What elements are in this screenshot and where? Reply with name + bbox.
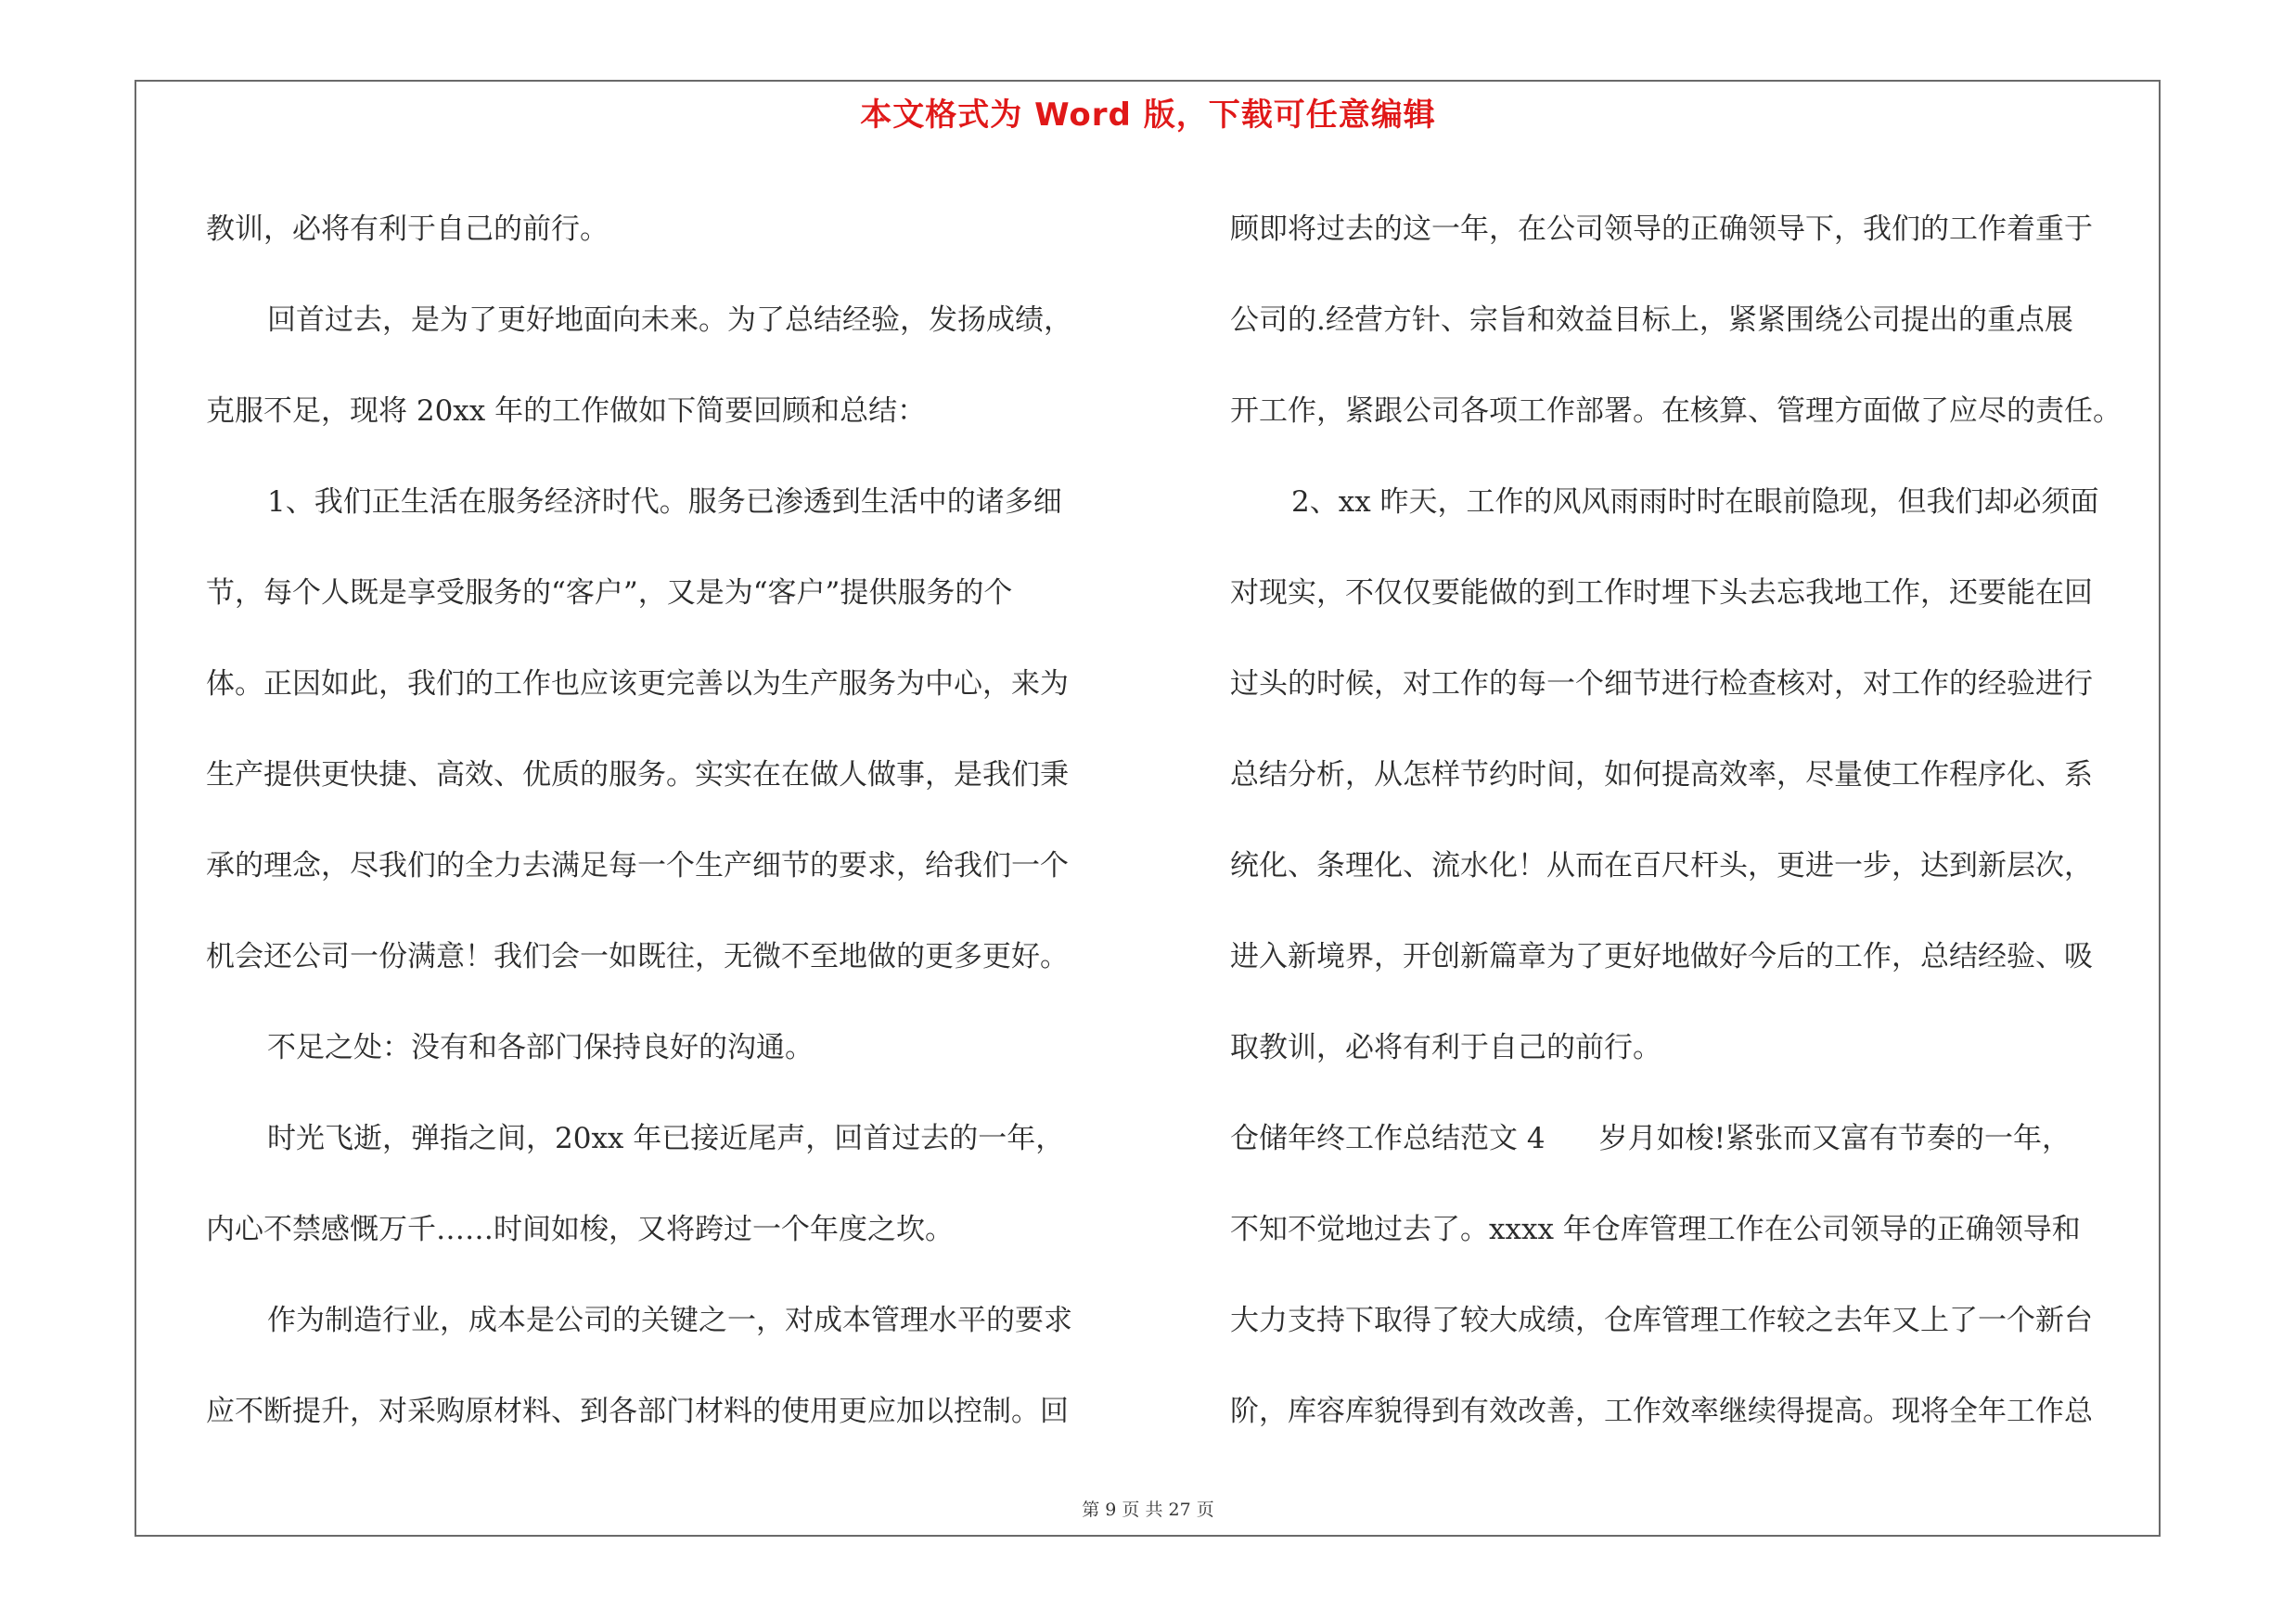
section-heading-line bbox=[1230, 1093, 2169, 1184]
right-text-column bbox=[1230, 184, 2169, 1457]
text-line: 承的理念，尽我们的全力去满足每一个生产细节的要求，给我们一个 bbox=[206, 849, 1069, 882]
text-line: 机会还公司一份满意！我们会一如既往，无微不至地做的更多更好。 bbox=[206, 940, 1069, 973]
text-line: 顾即将过去的这一年，在公司领导的正确领导下，我们的工作着重于 bbox=[1230, 213, 2093, 246]
text-line: 取教训，必将有利于自己的前行。 bbox=[1230, 1031, 1661, 1064]
text-line: 开工作，紧跟公司各项工作部署。在核算、管理方面做了应尽的责任。 bbox=[1230, 394, 2122, 428]
text-line: 对现实，不仅仅要能做的到工作时埋下头去忘我地工作，还要能在回 bbox=[1230, 576, 2093, 610]
text-line: 生产提供更快捷、高效、优质的服务。实实在在做人做事，是我们秉 bbox=[206, 758, 1069, 792]
page-number-footer: 第 9 页 共 27 页 bbox=[1082, 1500, 1214, 1520]
text-line: 1、我们正生活在服务经济时代。服务已渗透到生活中的诸多细 bbox=[267, 485, 1062, 519]
text-line: 不足之处：没有和各部门保持良好的沟通。 bbox=[267, 1031, 814, 1064]
section-heading-title: 仓储年终工作总结范文 4 bbox=[1230, 1122, 1546, 1155]
text-line: 节，每个人既是享受服务的“客户”，又是为“客户”提供服务的个 bbox=[206, 576, 1013, 610]
text-line: 统化、条理化、流水化！从而在百尺杆头，更进一步，达到新层次， bbox=[1230, 849, 2093, 882]
text-line: 不知不觉地过去了。xxxx 年仓库管理工作在公司领导的正确领导和 bbox=[1230, 1213, 2081, 1246]
text-line: 时光飞逝，弹指之间，20xx 年已接近尾声，回首过去的一年， bbox=[267, 1122, 1065, 1155]
text-line: 阶，库容库貌得到有效改善，工作效率继续得提高。现将全年工作总 bbox=[1230, 1395, 2093, 1428]
text-line: 应不断提升，对采购原材料、到各部门材料的使用更应加以控制。回 bbox=[206, 1395, 1069, 1428]
text-line: 2、xx 昨天，工作的风风雨雨时时在眼前隐现，但我们却必须面 bbox=[1291, 485, 2099, 519]
text-line: 过头的时候，对工作的每一个细节进行检查核对，对工作的经验进行 bbox=[1230, 667, 2093, 701]
text-line: 公司的.经营方针、宗旨和效益目标上，紧紧围绕公司提出的重点展 bbox=[1230, 303, 2073, 337]
text-line: 作为制造行业，成本是公司的关键之一，对成本管理水平的要求 bbox=[267, 1304, 1072, 1337]
text-line: 内心不禁感慨万千……时间如梭，又将跨过一个年度之坎。 bbox=[206, 1213, 954, 1246]
left-text-column bbox=[206, 184, 1143, 1457]
format-notice-banner: 本文格式为 Word 版，下载可任意编辑 bbox=[860, 97, 1436, 134]
text-line: 教训，必将有利于自己的前行。 bbox=[206, 213, 609, 246]
text-line: 体。正因如此，我们的工作也应该更完善以为生产服务为中心，来为 bbox=[206, 667, 1069, 701]
text-line: 回首过去，是为了更好地面向未来。为了总结经验，发扬成绩， bbox=[267, 303, 1072, 337]
text-line: 总结分析，从怎样节约时间，如何提高效率，尽量使工作程序化、系 bbox=[1230, 758, 2093, 792]
text-line: 进入新境界，开创新篇章为了更好地做好今后的工作，总结经验、吸 bbox=[1230, 940, 2093, 973]
section-heading-text: 岁月如梭!紧张而又富有节奏的一年， bbox=[1598, 1122, 2072, 1155]
text-line: 克服不足，现将 20xx 年的工作做如下简要回顾和总结： bbox=[206, 394, 927, 428]
text-line: 大力支持下取得了较大成绩，仓库管理工作较之去年又上了一个新台 bbox=[1230, 1304, 2093, 1337]
